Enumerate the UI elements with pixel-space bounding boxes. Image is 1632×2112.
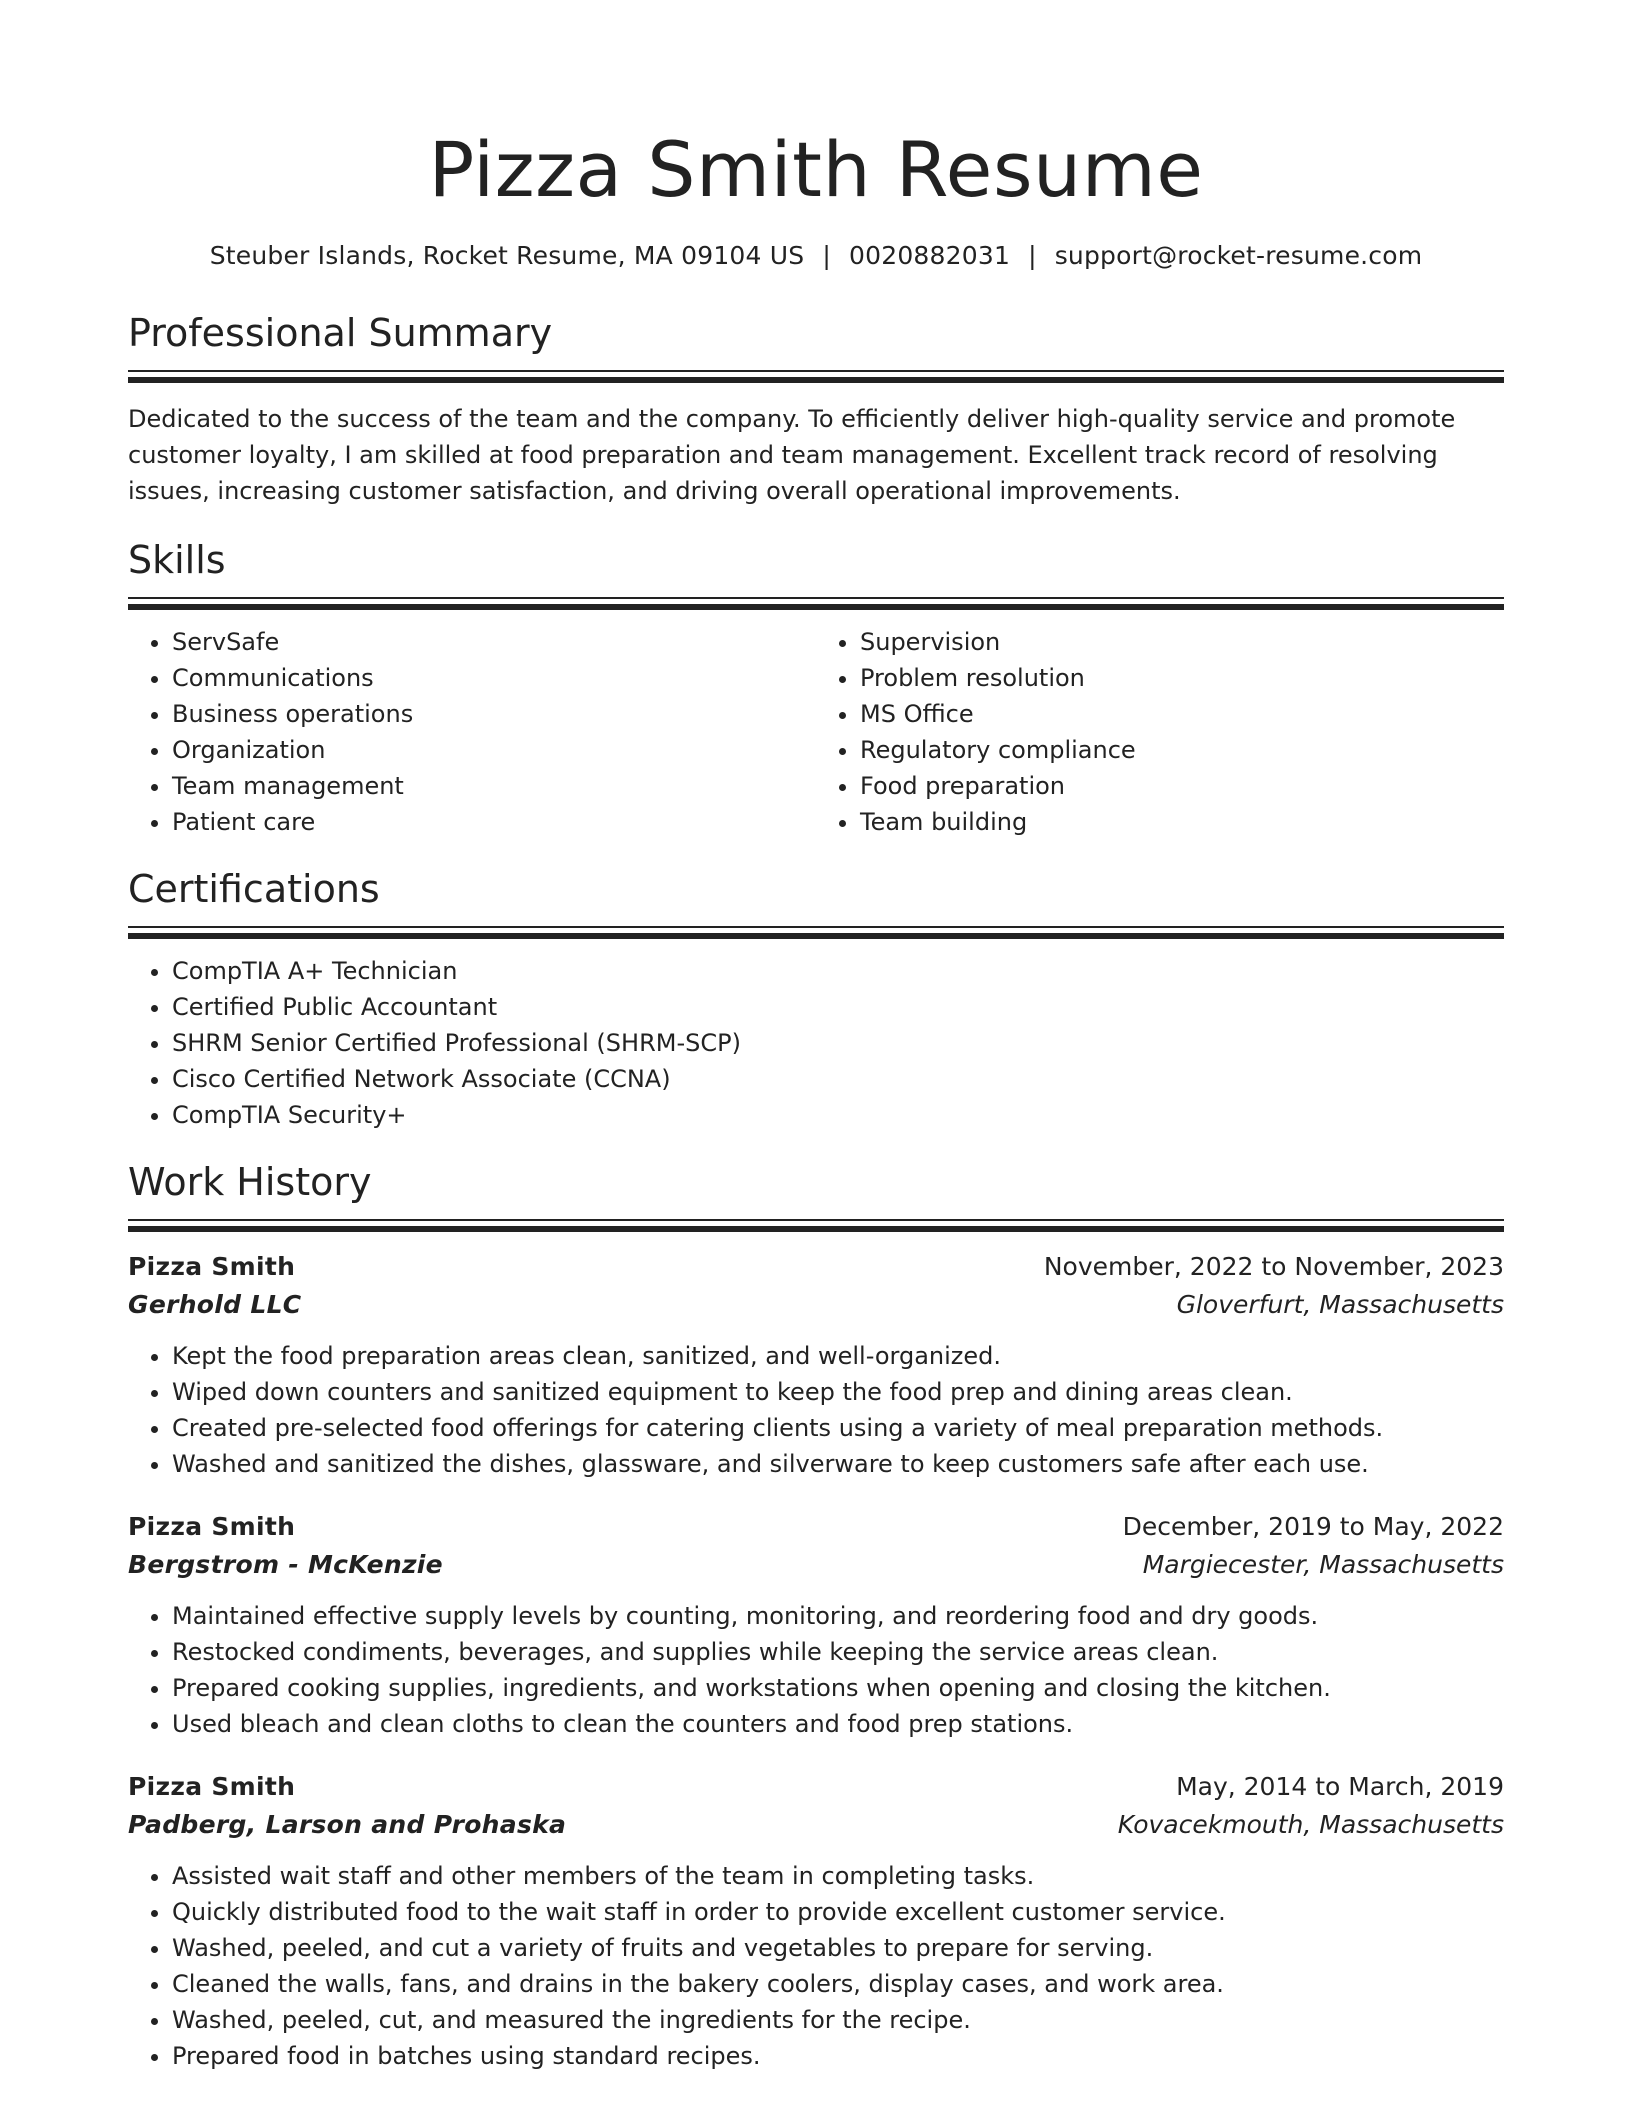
- job-company: Bergstrom - McKenzie: [128, 1550, 443, 1579]
- job-bullet: • Assisted wait staff and other members of the team in completing tasks.: [172, 1858, 1504, 1894]
- job-bullet: • Prepared cooking supplies, ingredients, and workstations when opening and closing the kitchen.: [172, 1670, 1504, 1706]
- contact-address: Steuber Islands, Rocket Resume, MA 09104 US: [209, 241, 805, 270]
- job-company-row: [128, 1286, 1504, 1324]
- skill-item: • Supervision: [860, 624, 1504, 660]
- job-bullet: • Washed, peeled, and cut a variety of fruits and vegetables to prepare for serving.: [172, 1930, 1504, 1966]
- job-bullet: • Washed and sanitized the dishes, glassware, and silverware to keep customers safe after each use.: [172, 1446, 1504, 1482]
- job-header-row: [128, 1248, 1504, 1286]
- contact-separator: |: [822, 241, 831, 270]
- job-bullet: • Quickly distributed food to the wait staff in order to provide excellent customer service.: [172, 1894, 1504, 1930]
- job-company: Padberg, Larson and Prohaska: [128, 1810, 567, 1839]
- job-company-row: [128, 1546, 1504, 1584]
- skill-item: • Organization: [172, 732, 816, 768]
- job-bullet: • Used bleach and clean cloths to clean the counters and food prep stations.: [172, 1706, 1504, 1742]
- skill-item: • Food preparation: [860, 768, 1504, 804]
- skill-item: • Regulatory compliance: [860, 732, 1504, 768]
- skill-item: • ServSafe: [172, 624, 816, 660]
- contact-separator: |: [1028, 241, 1037, 270]
- section-rule-thick: [128, 933, 1504, 939]
- skills-section: [128, 535, 1504, 840]
- skills-list-right: [816, 624, 1504, 840]
- skill-item: • Patient care: [172, 804, 816, 840]
- certification-item: • SHRM Senior Certified Professional (SHRM-SCP): [172, 1025, 1504, 1061]
- skills-list-left: [128, 624, 816, 840]
- job-bullet: • Restocked condiments, beverages, and supplies while keeping the service areas clean.: [172, 1634, 1504, 1670]
- contact-email[interactable]: support@rocket-resume.com: [1054, 241, 1423, 270]
- skill-item: • Team building: [860, 804, 1504, 840]
- skill-item: • Business operations: [172, 696, 816, 732]
- job-location: Margiecester, Massachusetts: [1142, 1550, 1504, 1579]
- job-dates: May, 2014 to March, 2019: [1176, 1772, 1504, 1801]
- skill-item: • Communications: [172, 660, 816, 696]
- certifications-list: [128, 953, 1504, 1133]
- skill-item: • Team management: [172, 768, 816, 804]
- job-bullet: • Prepared food in batches using standard recipes.: [172, 2038, 1504, 2074]
- work-history-heading: Work History: [128, 1160, 372, 1204]
- contact-phone: 0020882031: [849, 241, 1011, 270]
- job-bullets: [128, 1338, 1504, 1482]
- job-company: Gerhold LLC: [128, 1290, 302, 1319]
- section-rule: [128, 1219, 1504, 1221]
- job-entry: [128, 1248, 1504, 1482]
- job-bullet: • Kept the food preparation areas clean, sanitized, and well-organized.: [172, 1338, 1504, 1374]
- job-company-row: [128, 1806, 1504, 1844]
- skills-heading: Skills: [128, 538, 226, 582]
- section-rule-thick: [128, 604, 1504, 610]
- job-dates: November, 2022 to November, 2023: [1043, 1252, 1504, 1281]
- job-bullet: • Maintained effective supply levels by counting, monitoring, and reordering food and dry goods.: [172, 1598, 1504, 1634]
- certification-item: • CompTIA A+ Technician: [172, 953, 1504, 989]
- job-entry: [128, 1508, 1504, 1742]
- summary-heading: Professional Summary: [128, 311, 553, 355]
- section-rule-thick: [128, 377, 1504, 383]
- certification-item: • Cisco Certified Network Associate (CCNA): [172, 1061, 1504, 1097]
- job-bullet: • Cleaned the walls, fans, and drains in the bakery coolers, display cases, and work area.: [172, 1966, 1504, 2002]
- section-rule: [128, 926, 1504, 928]
- job-position: Pizza Smith: [128, 1252, 296, 1281]
- skills-grid: [128, 624, 1504, 840]
- summary-section: [128, 308, 1504, 509]
- certifications-section: [128, 864, 1504, 1133]
- summary-text: Dedicated to the success of the team and the company. To efficiently deliver high-quality service and promote customer loyalty, I am skilled at food preparation and team management. Excellent track record of resolving issues, increasing customer satisfaction, and driving overall operational improvements.: [128, 405, 1456, 505]
- section-rule: [128, 597, 1504, 599]
- job-dates: December, 2019 to May, 2022: [1122, 1512, 1504, 1541]
- resume-title: Pizza Smith Resume: [428, 125, 1204, 214]
- job-bullet: • Washed, peeled, cut, and measured the ingredients for the recipe.: [172, 2002, 1504, 2038]
- section-rule-thick: [128, 1226, 1504, 1232]
- certifications-heading: Certifications: [128, 867, 380, 911]
- job-entry: [128, 1768, 1504, 2074]
- job-bullets: [128, 1858, 1504, 2074]
- job-bullets: [128, 1598, 1504, 1742]
- job-bullet: • Wiped down counters and sanitized equipment to keep the food prep and dining areas clean.: [172, 1374, 1504, 1410]
- section-rule: [128, 370, 1504, 372]
- certification-item: • CompTIA Security+: [172, 1097, 1504, 1133]
- skill-item: • MS Office: [860, 696, 1504, 732]
- job-position: Pizza Smith: [128, 1512, 296, 1541]
- job-location: Gloverfurt, Massachusetts: [1176, 1290, 1504, 1319]
- contact-line: [128, 238, 1504, 274]
- job-location: Kovacekmouth, Massachusetts: [1117, 1810, 1504, 1839]
- skill-item: • Problem resolution: [860, 660, 1504, 696]
- job-bullet: • Created pre-selected food offerings for catering clients using a variety of meal preparation methods.: [172, 1410, 1504, 1446]
- job-header-row: [128, 1768, 1504, 1806]
- job-header-row: [128, 1508, 1504, 1546]
- job-position: Pizza Smith: [128, 1772, 296, 1801]
- work-history-section: [128, 1157, 1504, 2074]
- certification-item: • Certified Public Accountant: [172, 989, 1504, 1025]
